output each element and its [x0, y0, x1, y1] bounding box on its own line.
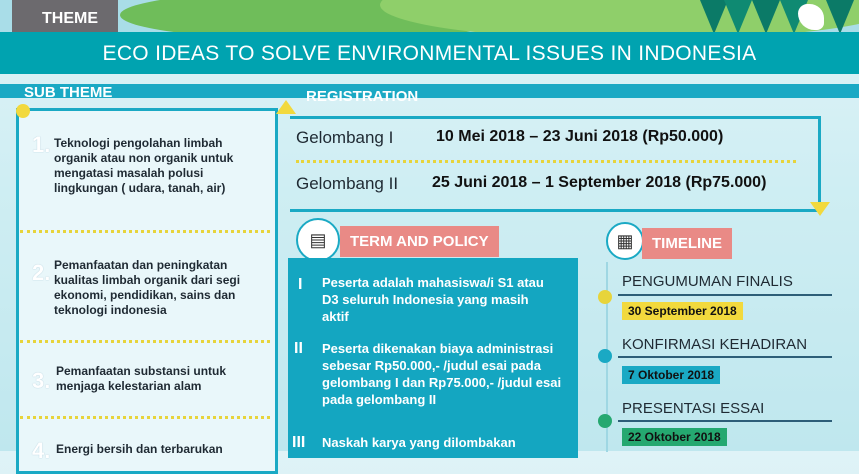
divider: [20, 416, 270, 419]
timeline-dot: [598, 414, 612, 428]
sub-theme-number: 2.: [32, 260, 51, 285]
arrow-up-icon: [276, 100, 296, 114]
arrow-down-icon: [810, 202, 830, 216]
timeline-event-date: 22 Oktober 2018: [622, 428, 727, 446]
term-policy-header: TERM AND POLICY: [340, 226, 499, 257]
term-number: III: [292, 434, 306, 451]
bullet-dot: [16, 104, 30, 118]
divider: [296, 160, 796, 163]
sub-theme-item: Pemanfaatan substansi untuk menjaga kelestarian alam: [56, 364, 227, 393]
document-icon: ▤: [296, 218, 340, 262]
timeline-underline: [618, 294, 832, 296]
timeline-dot: [598, 290, 612, 304]
wave-dates: 10 Mei 2018 – 23 Juni 2018 (Rp50.000): [436, 128, 724, 145]
timeline-header: TIMELINE: [642, 228, 732, 259]
sub-theme-item: Teknologi pengolahan limbah organik atau non organik untuk mengatasi masalah polusi lingkungan ( udara, tanah, air): [54, 136, 234, 195]
sub-theme-label: SUB THEME: [24, 84, 113, 101]
timeline-event-title: PRESENTASI ESSAI: [622, 400, 765, 417]
calendar-icon: ▦: [606, 222, 644, 260]
sub-theme-number: 1.: [32, 132, 51, 157]
theme-banner: [0, 32, 859, 74]
divider: [20, 230, 270, 233]
divider: [20, 340, 270, 343]
term-item: Peserta dikenakan biaya administrasi sebesar Rp50.000,- /judul esai pada gelombang I dan Rp75.000,- /judul esai pada gelombang II: [322, 341, 562, 407]
term-item: Peserta adalah mahasiswa/i S1 atau D3 seluruh Indonesia yang masih aktif: [322, 275, 544, 324]
timeline-underline: [618, 356, 832, 358]
timeline-event-title: KONFIRMASI KEHADIRAN: [622, 336, 808, 353]
timeline-event-date: 7 Oktober 2018: [622, 366, 720, 384]
theme-tab-label: THEME: [42, 10, 98, 27]
wave-name: Gelombang II: [296, 174, 399, 193]
tree-decoration: [826, 0, 854, 34]
timeline-dot: [598, 349, 612, 363]
page-title: ECO IDEAS TO SOLVE ENVIRONMENTAL ISSUES IN INDONESIA: [102, 42, 757, 65]
sub-theme-item: Energi bersih dan terbarukan: [56, 442, 223, 456]
wave-name: Gelombang I: [296, 128, 394, 147]
term-item: Naskah karya yang dilombakan: [322, 435, 516, 450]
timeline-underline: [618, 420, 832, 422]
term-number: I: [298, 276, 303, 293]
tree-decoration: [724, 0, 752, 34]
term-number: II: [294, 340, 303, 357]
wave-dates: 25 Juni 2018 – 1 September 2018 (Rp75.000): [432, 174, 767, 191]
timeline-event-title: PENGUMUMAN FINALIS: [622, 273, 793, 290]
sub-theme-number: 3.: [32, 368, 51, 393]
timeline-event-date: 30 September 2018: [622, 302, 743, 320]
registration-label: REGISTRATION: [306, 88, 419, 105]
section-bar: [0, 84, 859, 98]
sub-theme-number: 4.: [32, 438, 51, 463]
sub-theme-item: Pemanfaatan dan peningkatan kualitas limbah organik dari segi ekonomi, pendidikan, sains dan teknologi indonesia: [54, 258, 241, 317]
theme-tab: [12, 0, 118, 34]
tree-decoration: [752, 0, 780, 34]
